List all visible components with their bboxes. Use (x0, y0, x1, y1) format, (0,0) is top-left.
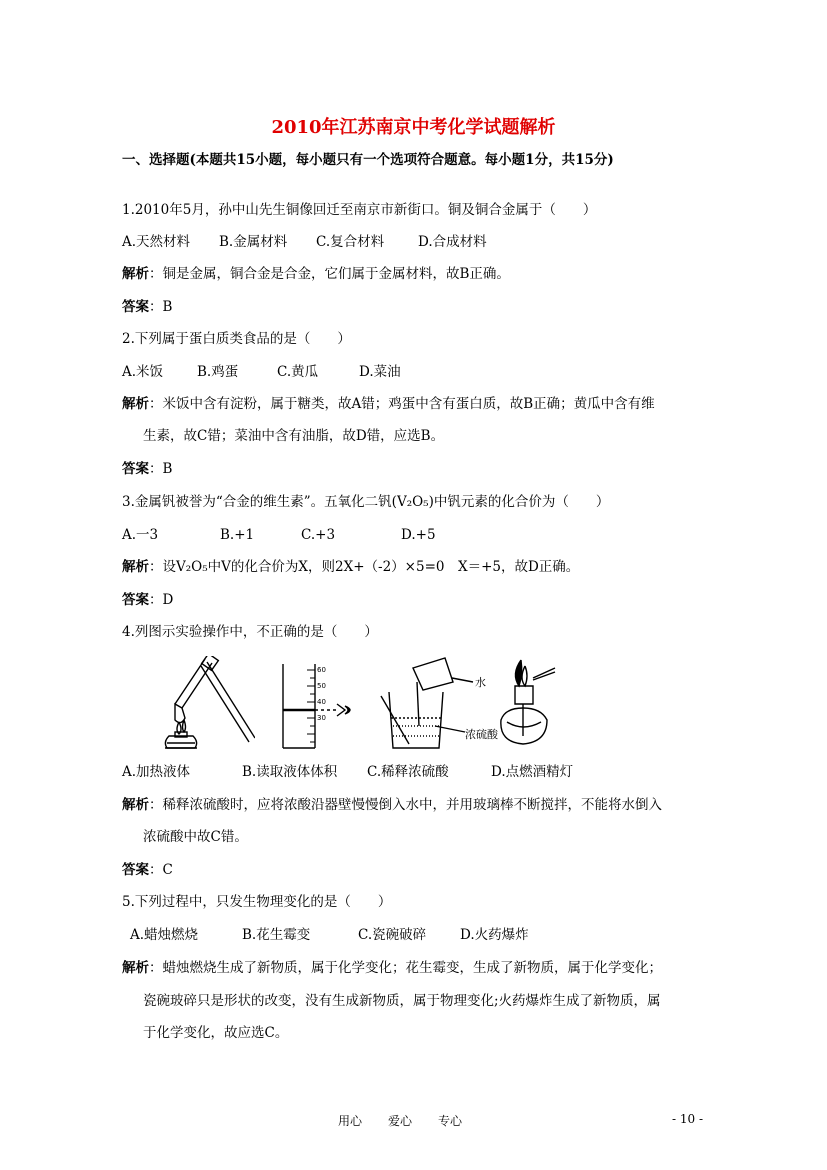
q4-options (122, 762, 573, 782)
q2-options (122, 362, 401, 382)
q2-answer-text: ：B (149, 461, 173, 477)
fig-label-water: 水 (475, 676, 486, 689)
q3-option-c: C.+3 (301, 527, 336, 543)
q1-analysis-text: ：铜是金属，铜合金是合金，它们属于金属材料，故B正确。 (149, 266, 510, 282)
q1-option-c: C.复合材料 (316, 234, 385, 250)
scale-tick-40: 40 (317, 698, 326, 706)
q4-option-b: B.读取液体体积 (242, 764, 338, 780)
q4-answer (122, 860, 173, 880)
q2-option-a: A.米饭 (122, 364, 164, 380)
q5-option-d: D.火药爆炸 (460, 927, 529, 943)
page-title: 2010年江苏南京中考化学试题解析 (271, 117, 556, 138)
scale-tick-30: 30 (317, 714, 326, 722)
q5-option-b: B.花生霉变 (242, 927, 311, 943)
q4-answer-label: 答案 (122, 862, 149, 878)
q2-option-c: C.黄瓜 (277, 364, 319, 380)
q3-analysis-label: 解析 (122, 559, 149, 575)
q1-analysis-label: 解析 (122, 266, 149, 282)
q4-answer-text: ：C (149, 862, 173, 878)
q5-analysis-label: 解析 (122, 960, 149, 976)
scale-tick-60: 60 (317, 666, 326, 674)
q4-analysis-cont: 浓硫酸中故C错。 (143, 829, 248, 845)
page-number: - 10 - (672, 1112, 704, 1126)
q5-analysis-cont-1: 瓷碗玻碎只是形状的改变，没有生成新物质，属于物理变化;火药爆炸生成了新物质，属 (143, 993, 661, 1009)
q3-stem: 3.金属钒被誉为“合金的维生素”。五氧化二钒(V₂O₅)中钒元素的化合价为（ ） (122, 494, 610, 510)
q2-analysis-text-1: ：米饭中含有淀粉，属于糖类，故A错；鸡蛋中含有蛋白质，故B正确；黄瓜中含有维 (149, 396, 655, 412)
q1-answer (122, 297, 172, 317)
heating-liquid-figure (155, 656, 255, 752)
q3-answer-text: ：D (149, 592, 174, 608)
graduated-cylinder-figure (273, 656, 363, 752)
q4-stem: 4.列图示实验操作中，不正确的是（ ） (122, 624, 378, 640)
q5-options (130, 925, 529, 945)
q3-analysis-text: ：设V₂O₅中V的化合价为X，则2X+（-2）×5=0 X＝+5，故D正确。 (149, 559, 580, 575)
q5-option-c: C.瓷碗破碎 (358, 927, 427, 943)
q1-options (122, 232, 487, 252)
section-heading: 一、选择题(本题共15小题，每小题只有一个选项符合题意。每小题1分，共15分) (122, 152, 614, 168)
q4-figures (155, 656, 595, 752)
q2-option-b: B.鸡蛋 (197, 364, 239, 380)
q5-analysis (122, 958, 662, 978)
q5-option-a: A.蜡烛燃烧 (130, 927, 199, 943)
q4-analysis-label: 解析 (122, 797, 149, 813)
q4-option-d: D.点燃酒精灯 (491, 764, 574, 780)
q4-option-a: A.加热液体 (122, 764, 191, 780)
q4-analysis-text-1: ：稀释浓硫酸时，应将浓酸沿器壁慢慢倒入水中，并用玻璃棒不断搅拌，不能将水倒入 (149, 797, 662, 813)
fig-label-acid: 浓硫酸 (465, 728, 498, 741)
q5-analysis-text-1: ：蜡烛燃烧生成了新物质，属于化学变化；花生霉变，生成了新物质，属于化学变化； (149, 960, 662, 976)
q1-option-b: B.金属材料 (219, 234, 288, 250)
q1-analysis (122, 264, 510, 284)
footer-motto-2: 爱心 (388, 1114, 413, 1128)
q2-analysis-label: 解析 (122, 396, 149, 412)
q1-answer-text: ：B (149, 299, 173, 315)
scale-tick-50: 50 (317, 682, 326, 690)
q2-analysis-cont: 生素，故C错；菜油中含有油脂，故D错，应选B。 (143, 428, 445, 444)
q2-answer-label: 答案 (122, 461, 149, 477)
alcohol-lamp-figure (493, 656, 573, 752)
q3-option-d: D.+5 (401, 527, 436, 543)
footer-motto-1: 用心 (338, 1114, 363, 1128)
q2-option-d: D.菜油 (359, 364, 401, 380)
q1-stem: 1.2010年5月，孙中山先生铜像回迁至南京市新街口。铜及铜合金属于（ ） (122, 202, 597, 218)
footer-motto-3: 专心 (438, 1114, 463, 1128)
q3-option-b: B.+1 (220, 527, 255, 543)
q3-answer-label: 答案 (122, 592, 149, 608)
q1-option-d: D.合成材料 (418, 234, 487, 250)
q3-analysis (122, 557, 579, 577)
q4-analysis (122, 795, 662, 815)
q2-stem: 2.下列属于蛋白质类食品的是（ ） (122, 331, 351, 347)
q1-option-a: A.天然材料 (122, 234, 191, 250)
q3-options (122, 525, 436, 545)
q3-answer (122, 590, 173, 610)
q3-option-a: A.一3 (122, 527, 159, 543)
q5-stem: 5.下列过程中，只发生物理变化的是（ ） (122, 894, 392, 910)
q1-answer-label: 答案 (122, 299, 149, 315)
q5-analysis-cont-2: 于化学变化，故应选C。 (143, 1025, 289, 1041)
q4-option-c: C.稀释浓硫酸 (367, 764, 449, 780)
q2-analysis (122, 394, 655, 414)
q2-answer (122, 459, 172, 479)
dilute-acid-figure (377, 656, 507, 752)
